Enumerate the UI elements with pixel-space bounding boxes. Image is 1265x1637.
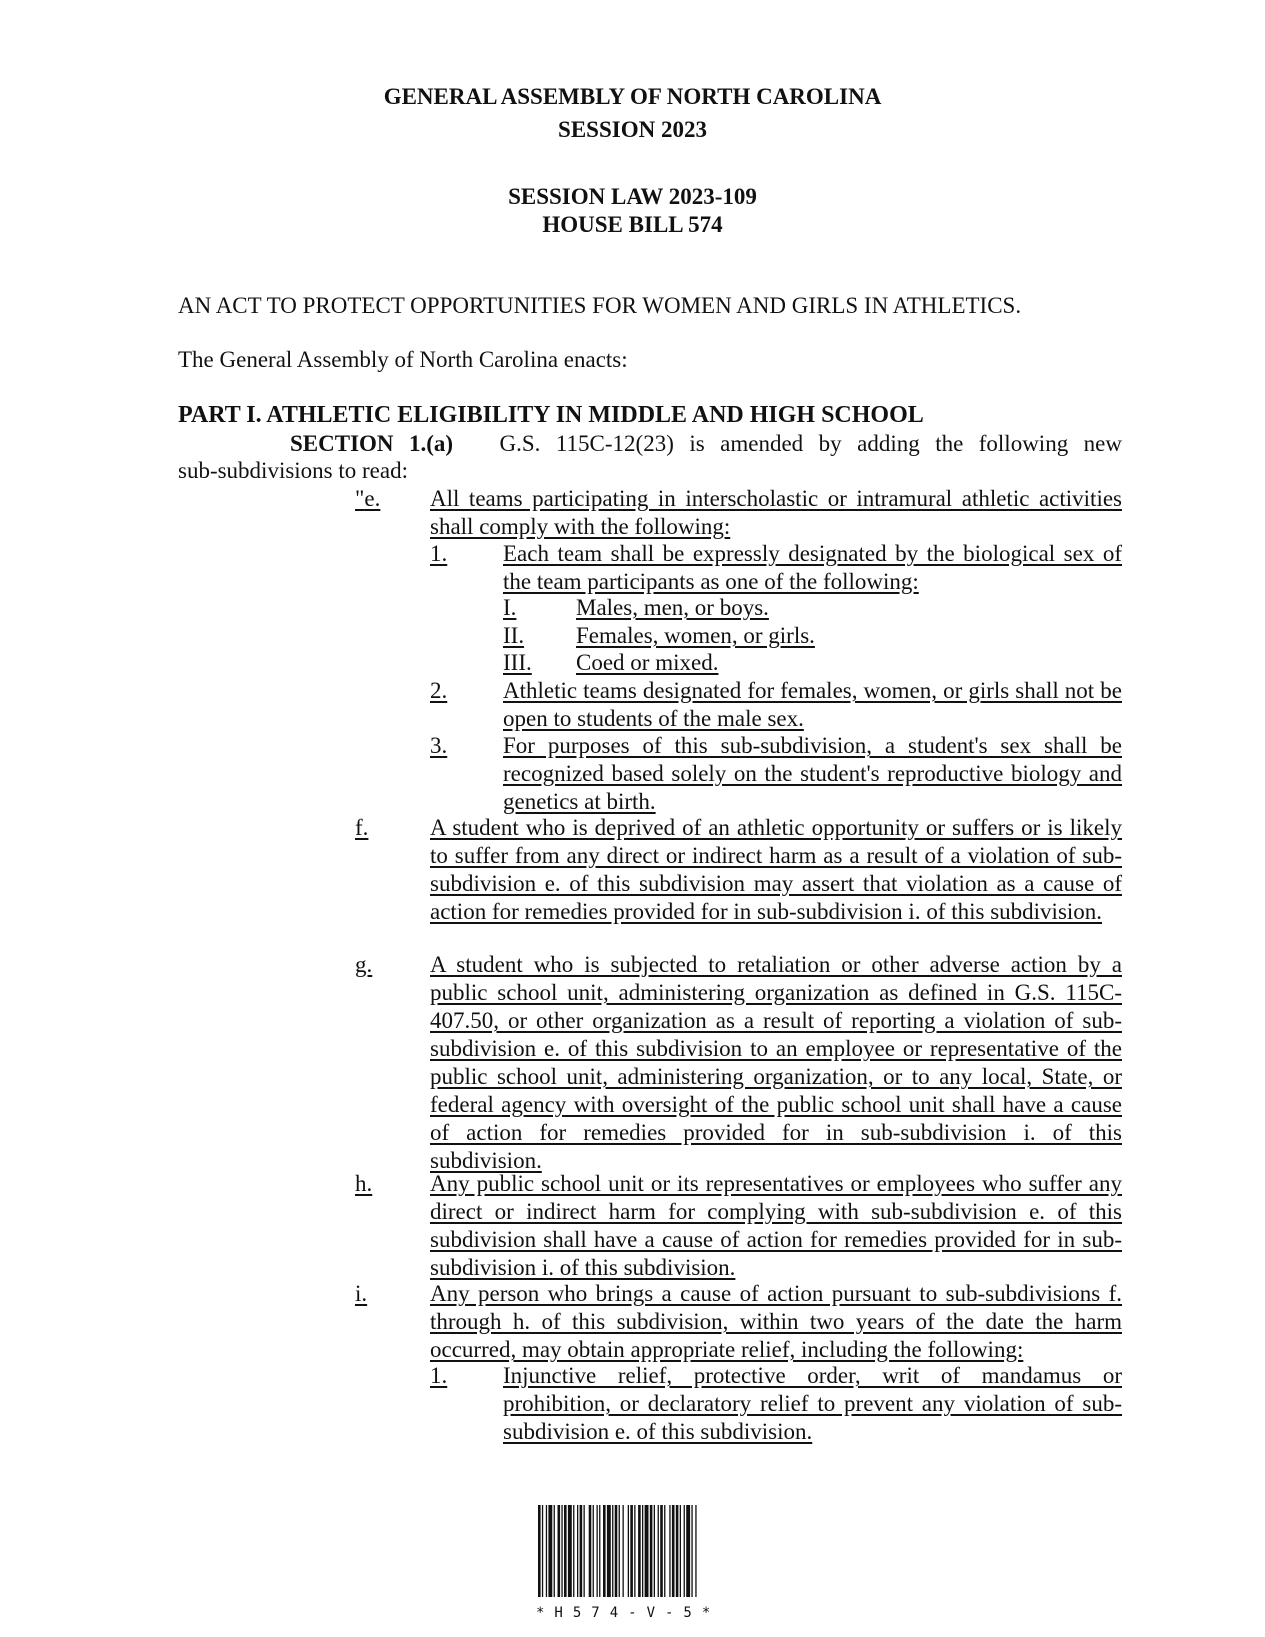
item-text-e: All teams participating in interscholastic or intramural athletic activities shall comply with the following: [430,486,1122,539]
barcode-bar [669,1505,670,1597]
item-label-g: g. [355,952,373,977]
barcode-bar [645,1505,649,1597]
barcode-bar [658,1505,659,1597]
barcode-bar [638,1505,641,1597]
barcode-bar [664,1505,665,1597]
item-label-i1: 1. [430,1363,448,1388]
item-text-e1-II: Females, women, or girls. [576,623,815,648]
section-label: SECTION 1.(a) [290,431,454,456]
barcode-bar [680,1505,681,1597]
barcode-bar [630,1505,633,1597]
item-label-e1-I: I. [503,595,517,620]
barcode-bar [554,1505,555,1597]
item-label-i: i. [355,1281,368,1306]
enacting-clause: The General Assembly of North Carolina enacts: [178,347,628,372]
barcode-bar [597,1505,598,1597]
barcode-bar [573,1505,574,1597]
barcode-bar [660,1505,663,1597]
item-text-h: Any public school unit or its representatives or employees who suffer any direct or indirect harm for complying with sub-subdivision e. of this subdivision shall have a cause of action for remedies provided for in sub-subdivision i. of this subdivision. [430,1171,1122,1280]
item-text-f: A student who is deprived of an athletic opportunity or suffers or is likely to suffer from any direct or indirect harm as a result of a violation of sub-subdivision e. of this subdivision may assert that violation as a cause of action for remedies provided for in sub-subdivision i. of this subdivision. [430,815,1122,924]
barcode-bar [634,1505,635,1597]
item-text-e1-I: Males, men, or boys. [576,595,769,620]
barcode-bar [612,1505,613,1597]
barcode-bar [599,1505,600,1597]
barcode-bar [650,1505,653,1597]
barcode-bar [654,1505,655,1597]
item-text-i1: Injunctive relief, protective order, writ of mandamus or prohibition, or declaratory relief to prevent any violation of sub-subdivision e. of this subdivision. [503,1363,1122,1444]
opening-quote: " [355,486,365,511]
barcode-text: *H574-V-5* [536,1605,721,1621]
section-text: G.S. 115C-12(23) is amended by adding the following new [499,431,1122,456]
item-label-h: h. [355,1171,373,1196]
item-label-f: f. [355,815,369,840]
barcode-bar [584,1505,585,1597]
barcode-bar [568,1505,572,1597]
barcode [538,1505,758,1597]
barcode-bar [691,1505,692,1597]
barcode-bar [676,1505,679,1597]
barcode-bar [672,1505,675,1597]
barcode-bar [686,1505,690,1597]
barcode-bar [642,1505,643,1597]
barcode-bar [542,1505,543,1597]
item-text-e3: For purposes of this sub-subdivision, a student's sex shall be recognized based solely on the student's reproductive biology and genetics at birth. [503,733,1122,814]
barcode-bar [593,1505,594,1597]
item-text-e1: Each team shall be expressly designated by the biological sex of the team participants as one of the following: [503,541,1122,594]
section-continuation: sub-subdivisions to read: [178,458,408,483]
barcode-bar [580,1505,583,1597]
item-text-e2: Athletic teams designated for females, women, or girls shall not be open to students of the male sex. [503,678,1122,731]
item-label-e: "e. [355,486,381,511]
session-law-title: SESSION LAW 2023-109 [508,184,757,209]
item-text-i: Any person who brings a cause of action pursuant to sub-subdivisions f. through h. of this subdivision, within two years of the date the harm occurred, may obtain appropriate relief, including the following: [430,1281,1122,1362]
item-text-e1-III: Coed or mixed. [576,650,719,675]
barcode-bar [695,1505,696,1597]
barcode-bar [619,1505,620,1597]
barcode-bar [558,1505,561,1597]
session-title: SESSION 2023 [558,117,707,142]
assembly-title: GENERAL ASSEMBLY OF NORTH CAROLINA [383,84,882,109]
barcode-bar [684,1505,685,1597]
barcode-bar [623,1505,624,1597]
part-heading: PART I. ATHLETIC ELIGIBILITY IN MIDDLE AND HIGH SCHOOL [178,402,924,428]
section-line [178,430,1122,458]
item-label-e1-II: II. [503,623,525,648]
barcode-bar [607,1505,611,1597]
house-bill-title: HOUSE BILL 574 [542,212,723,237]
act-title: AN ACT TO PROTECT OPPORTUNITIES FOR WOMEN AND GIRLS IN ATHLETICS. [178,293,1022,318]
barcode-bar [615,1505,618,1597]
barcode-bar [564,1505,567,1597]
barcode-bar [603,1505,606,1597]
barcode-bar [577,1505,578,1597]
barcode-bar [561,1505,562,1597]
item-label-e1: 1. [430,541,448,566]
barcode-bar [548,1505,552,1597]
item-label-e1-III: III. [503,650,532,675]
item-text-g: A student who is subjected to retaliation or other adverse action by a public school unit, administering organization as defined in G.S. 115C-407.50, or other organization as a result of reporting a violation of sub-subdivision e. of this subdivision to an employee or representative of the public school unit, administering organization, or to any local, State, or federal agency with oversight of the public school unit shall have a cause of action for remedies provided for in sub-subdivision i. of this subdivision. [430,952,1122,1173]
barcode-bar [546,1505,547,1597]
barcode-bar [628,1505,629,1597]
item-label-e2: 2. [430,678,448,703]
barcode-bar [589,1505,592,1597]
item-label-e3: 3. [430,733,448,758]
barcode-bar [538,1505,541,1597]
